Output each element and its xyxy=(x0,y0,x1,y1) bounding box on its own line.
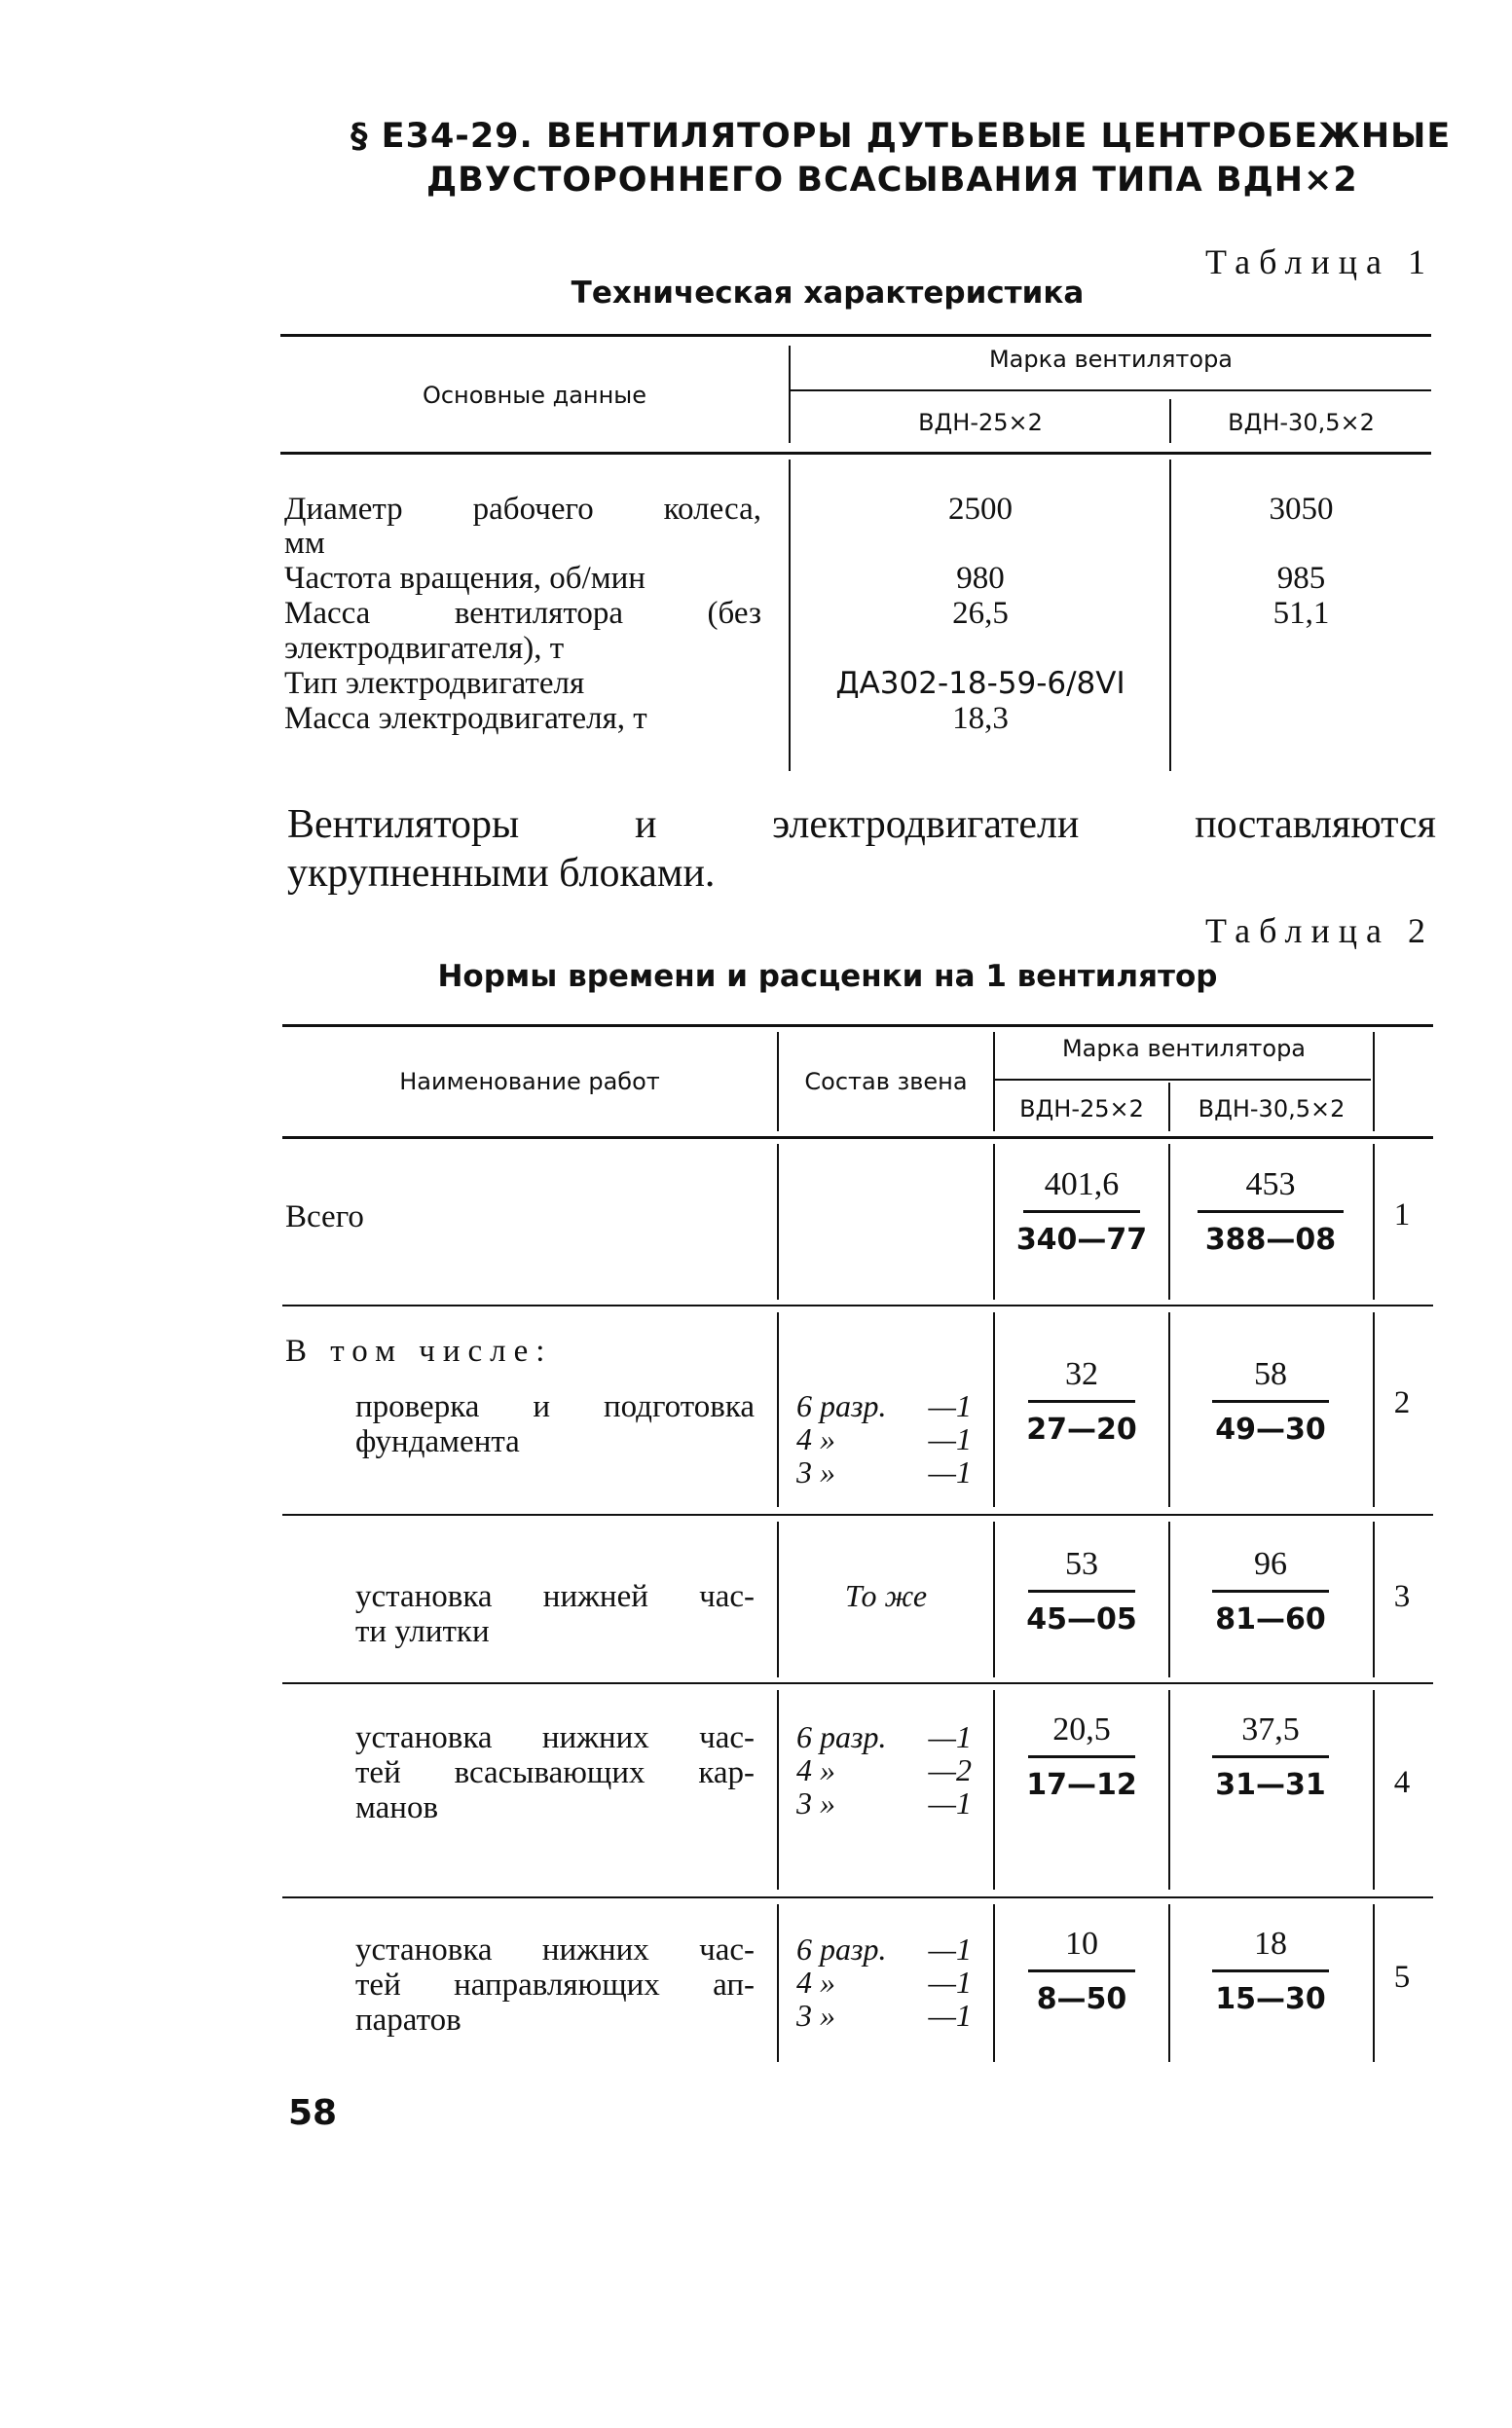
crew-line xyxy=(796,1455,972,1489)
rate-value: 45—05 xyxy=(1026,1602,1137,1637)
fraction-bar xyxy=(1023,1210,1140,1213)
crew-line xyxy=(796,1786,972,1820)
norm-value: 37,5 xyxy=(1241,1711,1300,1747)
rate-value: 49—30 xyxy=(1215,1413,1326,1447)
crew-grade: 6 разр. xyxy=(796,1931,887,1967)
paragraph-word: и xyxy=(634,802,657,847)
fraction-bar xyxy=(1212,1755,1329,1758)
crew-grade: 3 » xyxy=(796,1454,835,1490)
table1-col-main: Основные данные xyxy=(422,382,647,409)
crew-grade: 6 разр. xyxy=(796,1719,887,1754)
table1-value-a: 980 xyxy=(956,561,1005,596)
norm-value: 96 xyxy=(1254,1546,1287,1582)
table2-divider xyxy=(1168,1690,1170,1890)
crew-line xyxy=(796,1999,972,2032)
table2-col-crew: Состав звена xyxy=(804,1068,968,1095)
crew-line xyxy=(796,1753,972,1786)
work-name-line: установка нижних час- xyxy=(355,1932,755,1968)
value-a xyxy=(1013,1923,1151,2021)
table1-row-label: Частота вращения, об/мин xyxy=(284,561,645,596)
table1-value-a: 26,5 xyxy=(952,596,1009,631)
crew-count: —1 xyxy=(928,1719,972,1754)
table2-row-rule xyxy=(282,1896,1433,1898)
table1-row-label: Диаметр рабочего колеса, xyxy=(284,492,761,527)
rate-value: 340—77 xyxy=(1015,1223,1148,1257)
paragraph-line-2: укрупненными блоками. xyxy=(287,851,716,896)
norm-value: 401,6 xyxy=(1044,1166,1120,1202)
table1-value-a: ДА302-18-59-6/8VI xyxy=(835,666,1125,701)
norm-value: 58 xyxy=(1254,1356,1287,1392)
table2-divider xyxy=(993,1522,995,1677)
work-name-line: паратов xyxy=(355,2003,461,2038)
paragraph-word: Вентиляторы xyxy=(287,802,520,847)
crew-grade: 4 » xyxy=(796,1752,835,1787)
table2-col-work: Наименование работ xyxy=(399,1068,660,1095)
total-value-b xyxy=(1193,1163,1348,1262)
work-name-line: проверка и подготовка xyxy=(355,1389,755,1424)
row-number: 4 xyxy=(1393,1765,1411,1800)
table1-row-label-cont: электродвигателя), т xyxy=(284,631,565,666)
table2-col-group: Марка вентилятора xyxy=(1061,1035,1307,1062)
table2-caption: Таблица 2 xyxy=(1205,911,1434,950)
rate-value: 81—60 xyxy=(1215,1602,1326,1637)
fraction-bar xyxy=(1028,1590,1135,1593)
work-name xyxy=(355,1389,755,1459)
value-b xyxy=(1193,1353,1348,1452)
table1-header-rule xyxy=(280,452,1431,455)
rate-value: 31—31 xyxy=(1215,1768,1326,1802)
norm-value: 453 xyxy=(1245,1166,1296,1202)
work-name xyxy=(355,1932,755,2038)
norm-value: 20,5 xyxy=(1052,1711,1111,1747)
including-label: В том числе: xyxy=(285,1334,553,1369)
table1-row-label: Масса электродвигателя, т xyxy=(284,701,647,736)
table2-divider xyxy=(1373,1690,1375,1890)
paragraph-word: электродвигатели xyxy=(772,802,1080,847)
table1-col-b: ВДН-30,5×2 xyxy=(1228,409,1375,436)
table2-col-a: ВДН-25×2 xyxy=(1019,1095,1144,1122)
table1-group-rule xyxy=(791,389,1431,391)
rate-value: 8—50 xyxy=(1036,1982,1127,2016)
crew-composition xyxy=(796,1720,972,1820)
crew-count: —1 xyxy=(928,1421,972,1456)
rate-value: 27—20 xyxy=(1026,1413,1137,1447)
norm-value: 53 xyxy=(1065,1546,1098,1582)
value-b xyxy=(1193,1709,1348,1807)
table1-top-rule xyxy=(280,334,1431,337)
work-name-line: тей направляющих ап- xyxy=(355,1968,755,2003)
fraction-bar xyxy=(1212,1400,1329,1403)
table2-divider xyxy=(777,1904,779,2062)
fraction-bar xyxy=(1028,1755,1135,1758)
crew-count: —1 xyxy=(928,1785,972,1821)
table2-top-rule xyxy=(282,1024,1433,1027)
value-a xyxy=(1013,1543,1151,1641)
total-value-a xyxy=(1013,1163,1151,1262)
row-number: 5 xyxy=(1393,1960,1411,1995)
table1-value-a: 2500 xyxy=(948,492,1013,527)
table2-divider xyxy=(993,1904,995,2062)
table2-divider xyxy=(1168,1144,1170,1300)
work-name-line: ти улитки xyxy=(355,1614,490,1649)
table2-col-b: ВДН-30,5×2 xyxy=(1198,1095,1346,1122)
table2-subtitle: Нормы времени и расценки на 1 вентилятор xyxy=(437,959,1218,994)
crew-line xyxy=(796,1422,972,1455)
table2-divider xyxy=(1168,1312,1170,1507)
table1-subtitle: Техническая характеристика xyxy=(571,276,1085,311)
heading-line-1: § Е34-29. ВЕНТИЛЯТОРЫ ДУТЬЕВЫЕ ЦЕНТРОБЕЖНЫЕ xyxy=(350,117,1452,156)
table2-divider xyxy=(1168,1904,1170,2062)
table2-divider xyxy=(1373,1144,1375,1300)
row-number: 3 xyxy=(1393,1579,1411,1614)
table2-header-rule xyxy=(282,1136,1433,1139)
table2-divider xyxy=(1168,1522,1170,1677)
table2-row-rule xyxy=(282,1514,1433,1516)
crew-count: —1 xyxy=(928,1454,972,1490)
paragraph-word: поставляются xyxy=(1195,802,1436,847)
rate-value: 388—08 xyxy=(1204,1223,1337,1257)
fraction-bar xyxy=(1028,1400,1135,1403)
norm-value: 10 xyxy=(1065,1926,1098,1962)
fraction-bar xyxy=(1212,1969,1329,1972)
table2-row-rule xyxy=(282,1305,1433,1306)
table2-row-rule xyxy=(282,1682,1433,1684)
table2-divider xyxy=(993,1690,995,1890)
value-b xyxy=(1193,1923,1348,2021)
row-number: 2 xyxy=(1393,1385,1411,1420)
crew-grade: 4 » xyxy=(796,1965,835,2000)
fraction-bar xyxy=(1212,1590,1329,1593)
value-a xyxy=(1013,1709,1151,1807)
fraction-bar xyxy=(1198,1210,1344,1213)
page-number: 58 xyxy=(288,2093,338,2133)
table1-row-label-cont: мм xyxy=(284,526,325,561)
value-a xyxy=(1013,1353,1151,1452)
paragraph-line-1 xyxy=(287,800,1436,849)
norm-value: 18 xyxy=(1254,1926,1287,1962)
work-name-line: установка нижних час- xyxy=(355,1720,755,1755)
crew-grade: 3 » xyxy=(796,1785,835,1821)
crew-line xyxy=(796,1720,972,1753)
row-number: 1 xyxy=(1393,1197,1411,1232)
work-name xyxy=(355,1720,755,1825)
table2-divider xyxy=(777,1312,779,1507)
body-paragraph xyxy=(287,800,1436,898)
work-name-line: манов xyxy=(355,1790,439,1825)
table2-divider xyxy=(1373,1522,1375,1677)
work-name-line: установка нижней час- xyxy=(355,1579,755,1614)
crew-count: —1 xyxy=(928,1388,972,1423)
crew-count: —1 xyxy=(928,1998,972,2033)
table1-row-label: Тип электродвигателя xyxy=(284,666,585,701)
crew-count: —2 xyxy=(928,1752,972,1787)
table2-divider xyxy=(1373,1312,1375,1507)
table2-divider xyxy=(1373,1904,1375,2062)
table2-divider xyxy=(777,1690,779,1890)
work-name-line: фундамента xyxy=(355,1424,520,1459)
table2-divider xyxy=(993,1144,995,1300)
table1-value-a: 18,3 xyxy=(952,701,1009,736)
fraction-bar xyxy=(1028,1969,1135,1972)
table2-divider xyxy=(993,1312,995,1507)
crew-composition xyxy=(796,1389,972,1489)
section-heading xyxy=(350,115,1460,202)
value-b xyxy=(1193,1543,1348,1641)
crew-grade: 3 » xyxy=(796,1998,835,2033)
table1-col-group: Марка вентилятора xyxy=(988,346,1234,373)
table1-value-b: 51,1 xyxy=(1272,596,1330,631)
crew-line xyxy=(796,1932,972,1966)
table2-divider xyxy=(1373,1032,1375,1131)
heading-line-2: ДВУСТОРОННЕГО ВСАСЫВАНИЯ ТИПА ВДН×2 xyxy=(426,161,1358,200)
table2-group-rule xyxy=(995,1079,1371,1081)
crew-line xyxy=(796,1389,972,1422)
table1-caption: Таблица 1 xyxy=(1205,242,1434,281)
crew-grade: 6 разр. xyxy=(796,1388,887,1423)
table1-col-a: ВДН-25×2 xyxy=(918,409,1043,436)
crew-count: —1 xyxy=(928,1931,972,1967)
crew-count: —1 xyxy=(928,1965,972,2000)
total-label: Всего xyxy=(285,1199,364,1234)
table2-divider xyxy=(777,1144,779,1300)
crew-line xyxy=(796,1966,972,1999)
crew-composition xyxy=(796,1932,972,2032)
table1-value-b: 985 xyxy=(1276,561,1326,596)
rate-value: 15—30 xyxy=(1215,1982,1326,2016)
crew-composition: То же xyxy=(844,1578,928,1613)
crew-grade: 4 » xyxy=(796,1421,835,1456)
norm-value: 32 xyxy=(1065,1356,1098,1392)
table1-row-label: Масса вентилятора (без xyxy=(284,596,761,631)
work-name-line: тей всасывающих кар- xyxy=(355,1755,755,1790)
table1-value-b: 3050 xyxy=(1269,492,1334,527)
work-name xyxy=(355,1579,755,1649)
rate-value: 17—12 xyxy=(1026,1768,1137,1802)
